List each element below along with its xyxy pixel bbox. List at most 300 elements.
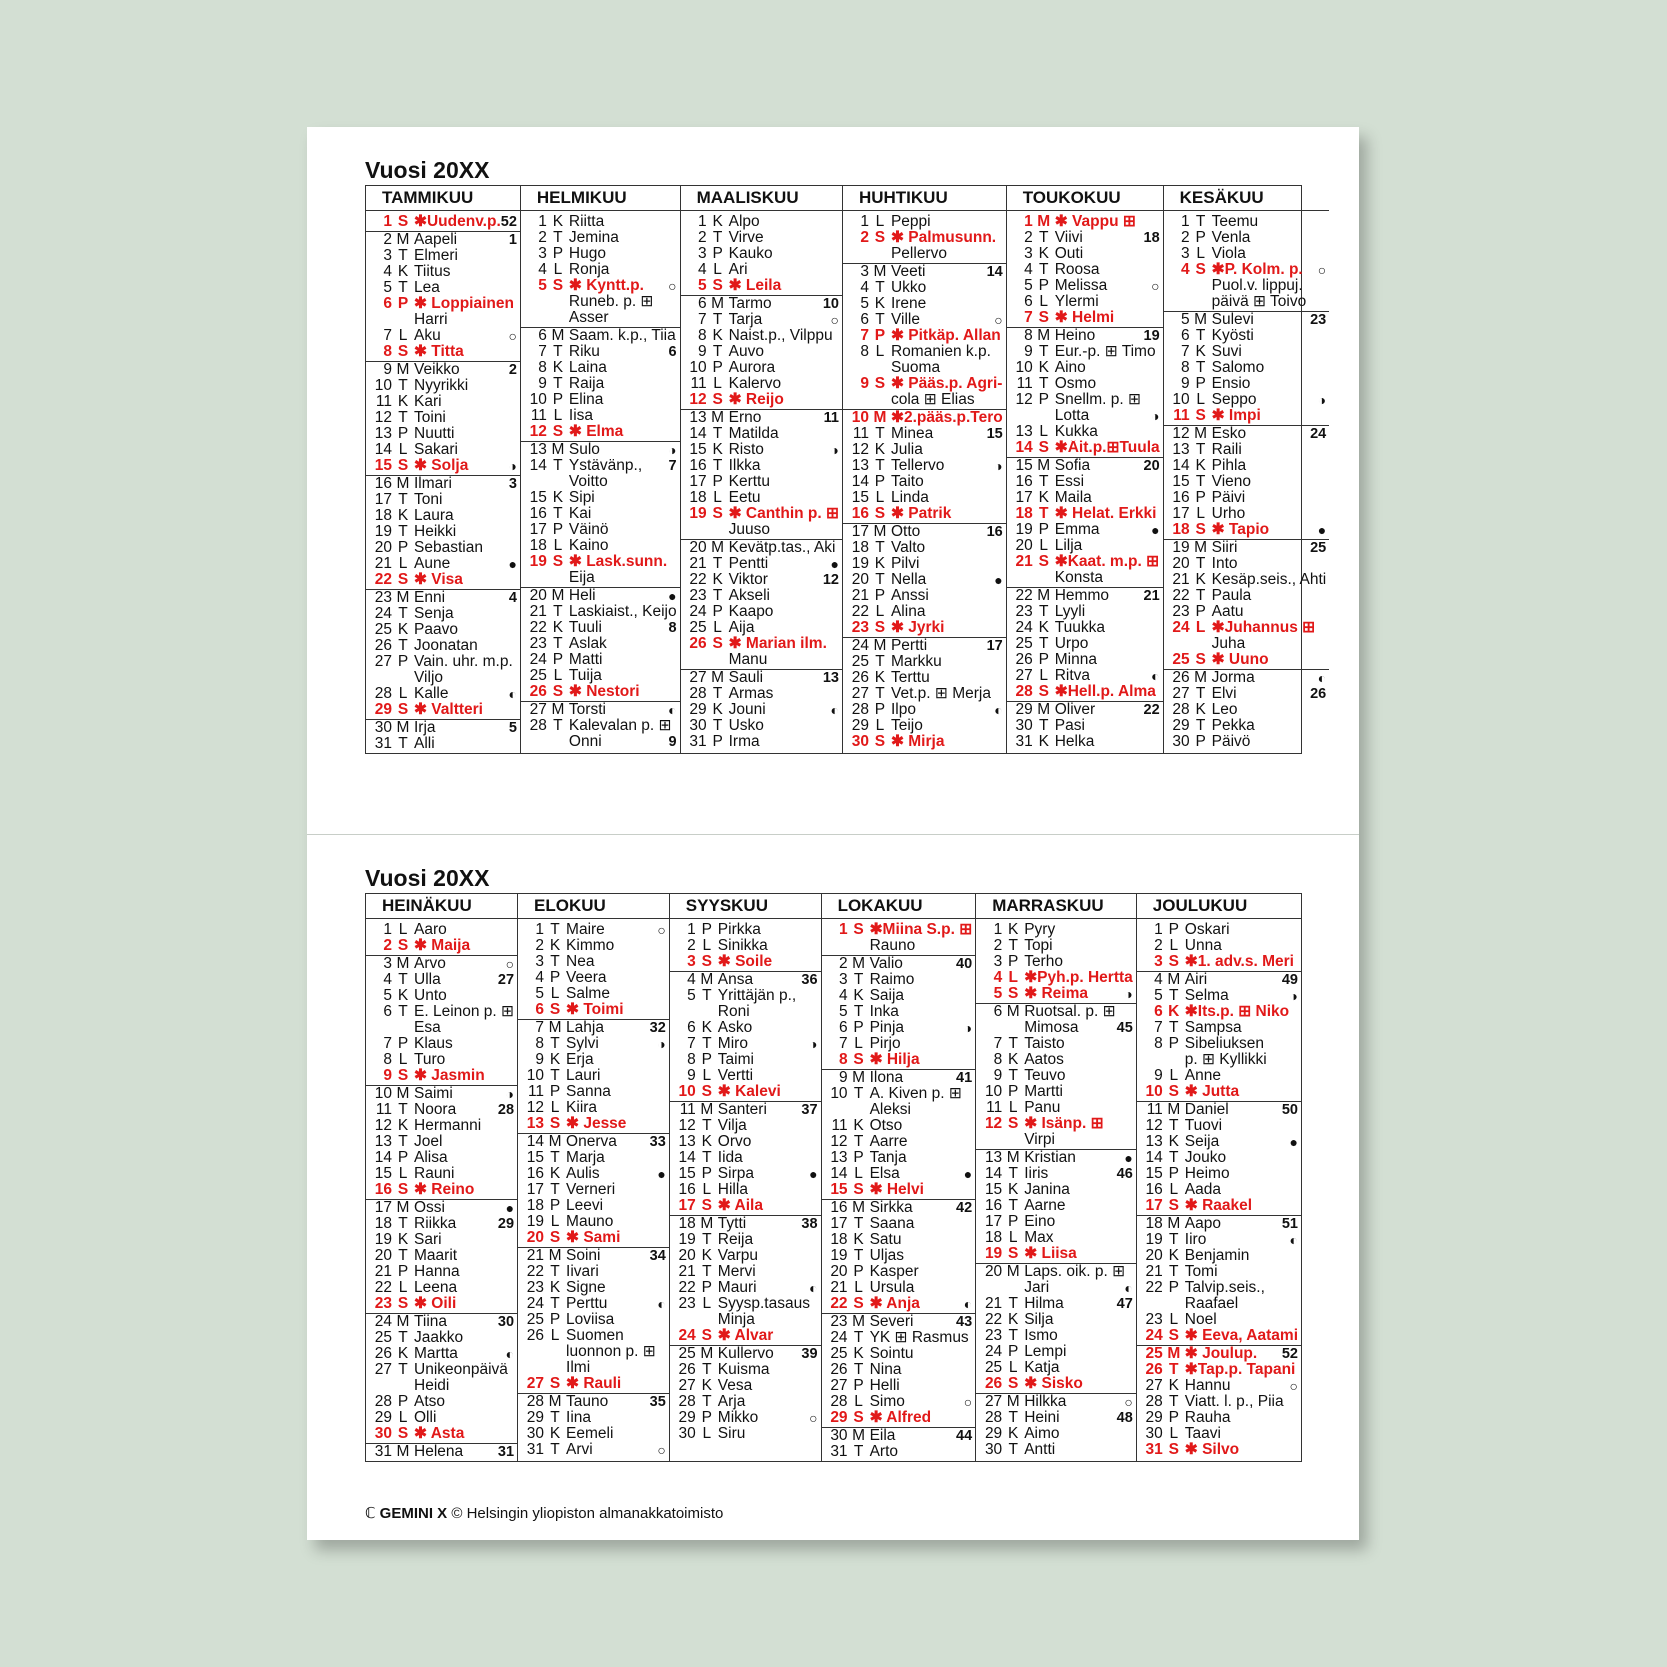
week-block — [1007, 702, 1163, 751]
day-number: 23 — [678, 1295, 696, 1312]
day-row — [822, 1182, 973, 1198]
day-number: 28 — [689, 685, 707, 702]
day-row — [1137, 1232, 1298, 1248]
day-row — [518, 1116, 666, 1132]
day-row — [1137, 1118, 1298, 1134]
week-block — [822, 956, 976, 1070]
weekday-letter: M — [1037, 327, 1051, 344]
day-row — [1164, 588, 1327, 604]
day-number: 18 — [526, 1197, 545, 1214]
month-name: ELOKUU — [518, 894, 669, 919]
day-row — [521, 278, 677, 294]
weekday-letter: P — [397, 295, 409, 312]
weekday-letter: T — [550, 1149, 560, 1166]
weekday-letter: K — [397, 987, 409, 1004]
name-day: Lyyli — [1054, 604, 1086, 620]
day-number: 10 — [851, 409, 869, 426]
name-day: Jemina — [568, 230, 619, 246]
day-row — [681, 328, 839, 344]
day-number: 1 — [1024, 213, 1033, 230]
day-number: 5 — [1024, 277, 1033, 294]
weekday-letter: K — [853, 1345, 864, 1362]
day-number: 21 — [984, 1295, 1003, 1312]
name-day: Essi — [1054, 474, 1085, 490]
day-number: 15 — [830, 1181, 848, 1198]
name-day: Hilkka — [1024, 1394, 1067, 1410]
name-day: Valto — [890, 540, 926, 556]
day-number: 4 — [383, 263, 392, 280]
week-number: 20 — [1143, 458, 1160, 474]
name-day: Ismo — [1024, 1328, 1058, 1344]
day-row — [521, 408, 677, 424]
day-row — [843, 524, 1003, 540]
moon-phase-icon: ○ — [1151, 278, 1160, 294]
day-row — [976, 1004, 1133, 1020]
day-row — [521, 458, 677, 474]
weekday-letter: P — [712, 473, 723, 490]
day-row — [366, 686, 517, 702]
name-day: ✱Tap.p. Tapani — [1184, 1362, 1296, 1378]
name-day: Daniel — [1184, 1102, 1229, 1118]
weekday-letter: P — [397, 1149, 409, 1166]
day-row — [1007, 570, 1160, 586]
name-day: Paavo — [414, 622, 458, 638]
weekday-letter: T — [398, 1329, 408, 1346]
day-row — [1007, 684, 1160, 700]
day-number: 1 — [697, 213, 707, 230]
name-day: Hugo — [568, 246, 606, 262]
moon-phase-icon: ○ — [1124, 1394, 1133, 1410]
day-row — [976, 922, 1133, 938]
day-row — [843, 360, 1003, 376]
name-day: Esa — [414, 1020, 441, 1036]
day-row — [976, 954, 1133, 970]
day-number: 11 — [852, 425, 869, 442]
day-number: 22 — [374, 571, 392, 588]
name-day: cola ⊞ Elias — [890, 392, 975, 408]
name-day: Elina — [568, 392, 604, 408]
day-row — [670, 1328, 818, 1344]
day-number: 30 — [984, 1441, 1003, 1458]
weekday-letter: T — [1169, 1361, 1179, 1378]
month-column — [366, 186, 520, 753]
week-number: 15 — [986, 426, 1003, 442]
weekday-letter: T — [1039, 603, 1049, 620]
weekday-letter: L — [875, 343, 885, 360]
day-row — [1137, 1102, 1298, 1118]
weekday-letter: L — [1195, 619, 1206, 636]
name-day: Aimo — [1024, 1426, 1060, 1442]
day-number: 11 — [1016, 375, 1033, 392]
weekday-letter: T — [702, 1117, 712, 1134]
day-row — [366, 938, 514, 954]
day-row — [1164, 686, 1327, 702]
name-day: Maila — [1054, 490, 1092, 506]
name-day: Kaino — [568, 538, 609, 554]
week-number: 11 — [823, 410, 839, 426]
weekday-letter: S — [552, 423, 564, 440]
name-day: Ville — [890, 312, 920, 328]
day-row — [843, 734, 1003, 750]
weekday-letter: T — [553, 603, 563, 620]
moon-phase-icon: ◐ — [830, 702, 839, 718]
day-row — [670, 1166, 818, 1182]
weekday-letter: K — [1038, 359, 1049, 376]
day-row — [670, 1248, 818, 1264]
month-name: JOULUKUU — [1137, 894, 1301, 919]
months-grid — [365, 185, 1327, 754]
week-block — [670, 1216, 821, 1346]
name-day: ✱ Mirja — [890, 734, 945, 750]
name-day: Aatos — [1024, 1052, 1064, 1068]
weekday-letter: T — [550, 953, 560, 970]
day-number: 30 — [1172, 733, 1190, 750]
day-number: 9 — [383, 1067, 392, 1084]
day-number: 19 — [1145, 1231, 1163, 1248]
day-number: 11 — [527, 1083, 545, 1100]
day-row — [976, 938, 1133, 954]
name-day: Antti — [1024, 1442, 1056, 1458]
week-number: 18 — [1143, 230, 1160, 246]
weekday-letter: M — [396, 955, 410, 972]
day-number: 29 — [678, 1409, 696, 1426]
name-day: ✱ Jutta — [1184, 1084, 1240, 1100]
day-number: 9 — [383, 361, 392, 378]
weekday-letter: M — [396, 1199, 410, 1216]
day-number: 12 — [526, 1099, 545, 1116]
day-number: 21 — [689, 555, 707, 572]
name-day: Hilma — [1024, 1296, 1064, 1312]
day-number: 2 — [538, 229, 547, 246]
day-number: 21 — [830, 1279, 848, 1296]
day-row — [366, 426, 517, 442]
name-day: Kesäp.seis., Ahti — [1211, 572, 1327, 588]
name-day: Aapo — [1184, 1216, 1221, 1232]
weekday-letter: M — [1194, 669, 1208, 686]
weekday-letter: S — [552, 553, 564, 570]
weekday-letter: T — [1008, 1295, 1018, 1312]
name-day: ✱ Valtteri — [414, 702, 483, 718]
week-block — [1164, 312, 1330, 426]
weekday-letter: P — [552, 521, 564, 538]
day-row — [521, 310, 677, 326]
name-day: Satu — [869, 1232, 902, 1248]
day-row — [843, 506, 1003, 522]
week-block — [670, 922, 821, 972]
name-day: Asser — [568, 310, 609, 326]
day-number: 27 — [678, 1377, 696, 1394]
weekday-letter: T — [853, 1003, 864, 1020]
name-day: Senja — [414, 606, 454, 622]
day-row — [681, 702, 839, 718]
moon-phase-icon: ○ — [830, 312, 839, 328]
day-row — [1137, 988, 1298, 1004]
day-number: 18 — [830, 1231, 848, 1248]
day-number: 25 — [374, 621, 392, 638]
day-number: 12 — [1145, 1117, 1163, 1134]
weekday-letter: K — [397, 1231, 409, 1248]
weekday-letter: S — [874, 505, 886, 522]
name-day: ✱ Oili — [414, 1296, 457, 1312]
day-row — [1137, 1182, 1298, 1198]
name-day: Eemeli — [566, 1426, 614, 1442]
name-day: Selma — [1184, 988, 1229, 1004]
day-row — [518, 1328, 666, 1344]
day-row — [843, 392, 1003, 408]
weekday-letter: T — [1169, 1149, 1179, 1166]
day-row — [521, 554, 677, 570]
weekday-letter: P — [549, 1083, 561, 1100]
name-day: Pentti — [728, 556, 769, 572]
name-day: Saam. k.p., Tiia — [568, 328, 676, 344]
day-number: 6 — [1154, 1003, 1163, 1020]
weekday-letter: P — [1168, 1409, 1179, 1426]
day-row — [518, 1036, 666, 1052]
weekday-letter: M — [711, 669, 725, 686]
weekday-letter: T — [398, 1101, 408, 1118]
day-number: 5 — [383, 279, 392, 296]
day-row — [1007, 652, 1160, 668]
week-block — [521, 442, 680, 588]
day-row — [976, 1052, 1133, 1068]
name-day: Kalevalan p. ⊞ — [568, 718, 672, 734]
name-day: Miro — [717, 1036, 748, 1052]
day-number: 6 — [860, 311, 869, 328]
day-number: 24 — [830, 1329, 848, 1346]
day-number: 18 — [851, 539, 869, 556]
weekday-letter: S — [701, 953, 712, 970]
weekday-letter: T — [550, 1263, 560, 1280]
day-number: 21 — [1172, 571, 1190, 588]
weekday-letter: P — [853, 1019, 864, 1036]
week-number: 41 — [956, 1070, 973, 1086]
weekday-letter: L — [854, 1279, 863, 1296]
weekday-letter: T — [550, 1409, 560, 1426]
day-number: 19 — [984, 1245, 1003, 1262]
moon-phase-icon: ○ — [505, 956, 515, 972]
name-day: ✱ Soile — [717, 954, 773, 970]
weekday-letter: L — [1039, 537, 1049, 554]
weekday-letter: P — [712, 245, 723, 262]
week-number: 31 — [497, 1444, 515, 1460]
moon-phase-icon: ◑ — [508, 458, 517, 474]
name-day: Tarja — [728, 312, 763, 328]
weekday-letter: T — [553, 375, 563, 392]
day-row — [670, 1118, 818, 1134]
day-number: 8 — [697, 327, 707, 344]
name-day: Runeb. p. ⊞ — [568, 294, 654, 310]
name-day: Saana — [869, 1216, 915, 1232]
name-day: Sanna — [566, 1084, 611, 1100]
name-day: Tanja — [869, 1150, 907, 1166]
name-day: Nuutti — [414, 426, 455, 442]
week-block — [822, 1200, 976, 1314]
name-day: Roni — [717, 1004, 750, 1020]
weekday-letter: T — [1039, 505, 1049, 522]
day-row — [518, 1198, 666, 1214]
name-day: ✱ Alfred — [869, 1410, 932, 1426]
weekday-letter: T — [1039, 261, 1049, 278]
name-day: Ari — [728, 262, 748, 278]
day-number: 10 — [1145, 1083, 1163, 1100]
day-row — [822, 1200, 973, 1216]
name-day: ✱P. Kolm. p. — [1211, 262, 1303, 278]
day-number: 26 — [529, 683, 547, 700]
day-row — [521, 442, 677, 458]
name-day: Sauli — [728, 670, 764, 686]
day-row — [1164, 458, 1327, 474]
name-day: Vesa — [717, 1378, 753, 1394]
weekday-letter: T — [1169, 1263, 1179, 1280]
name-day: Martti — [1024, 1084, 1063, 1100]
day-number: 3 — [1181, 245, 1190, 262]
name-day: Raafael — [1184, 1296, 1239, 1312]
name-day: Soini — [566, 1248, 601, 1264]
moon-phase-icon: ◐ — [1317, 670, 1327, 686]
day-row — [366, 296, 517, 312]
name-day: Sampsa — [1184, 1020, 1242, 1036]
weekday-letter: L — [702, 1181, 712, 1198]
name-day: Silja — [1024, 1312, 1054, 1328]
name-day: Kimmo — [566, 938, 615, 954]
day-number: 30 — [526, 1425, 545, 1442]
weekday-letter: L — [713, 489, 722, 506]
day-row — [521, 604, 677, 620]
day-row — [1164, 246, 1327, 262]
week-block — [822, 1070, 976, 1200]
day-number: 8 — [1181, 359, 1190, 376]
weekday-letter: S — [712, 505, 723, 522]
day-number: 21 — [374, 1263, 392, 1280]
day-row — [670, 1394, 818, 1410]
name-day: Kyösti — [1211, 328, 1254, 344]
day-row — [521, 718, 677, 734]
weekday-letter: L — [398, 921, 408, 938]
week-block — [366, 1086, 517, 1200]
week-number: 52 — [1281, 1346, 1298, 1362]
day-row — [670, 1084, 818, 1100]
moon-phase-icon: ◐ — [1289, 1232, 1298, 1248]
week-number: 24 — [1310, 426, 1327, 442]
day-number: 20 — [1145, 1247, 1163, 1264]
day-row — [366, 1134, 514, 1150]
day-row — [681, 296, 839, 312]
day-row — [521, 262, 677, 278]
weekday-letter: S — [549, 1229, 561, 1246]
name-day: Asko — [717, 1020, 753, 1036]
name-day: ✱ Marian ilm. — [728, 636, 827, 652]
day-number: 13 — [984, 1149, 1003, 1166]
name-day: ✱ Solja — [414, 458, 469, 474]
weekday-letter: T — [1169, 1019, 1179, 1036]
day-row — [366, 1330, 514, 1346]
weekday-letter: P — [1008, 953, 1019, 970]
day-row — [976, 1312, 1133, 1328]
weekday-letter: M — [1037, 587, 1051, 604]
fold-line — [307, 834, 1359, 835]
day-row — [976, 1020, 1133, 1036]
weekday-letter: L — [553, 537, 563, 554]
name-day: Syysp.tasaus — [717, 1296, 810, 1312]
day-row — [366, 556, 517, 572]
day-number: 11 — [530, 407, 547, 424]
weekday-letter: L — [398, 555, 408, 572]
name-day: Armas — [728, 686, 774, 702]
day-number: 17 — [1015, 489, 1033, 506]
day-row — [518, 1394, 666, 1410]
day-row — [1164, 376, 1327, 392]
name-day: Maarit — [414, 1248, 458, 1264]
name-day: Kukka — [1054, 424, 1098, 440]
day-row — [366, 442, 517, 458]
day-row — [1137, 1410, 1298, 1426]
day-row — [521, 246, 677, 262]
moon-phase-icon: ◑ — [668, 442, 677, 458]
day-row — [681, 572, 839, 588]
day-number: 10 — [1015, 359, 1033, 376]
day-row — [1007, 328, 1160, 344]
name-day: Ilpo — [890, 702, 916, 718]
weekday-letter: M — [396, 1085, 410, 1102]
name-day: Hemmo — [1054, 588, 1109, 604]
weekday-letter: L — [553, 261, 563, 278]
week-number: 19 — [1143, 328, 1160, 344]
name-day: Ilmi — [566, 1360, 591, 1376]
weekday-letter: T — [875, 457, 885, 474]
day-number: 12 — [678, 1117, 696, 1134]
day-row — [366, 1036, 514, 1052]
day-number: 11 — [679, 1101, 696, 1118]
day-row — [1164, 278, 1327, 294]
day-row — [366, 972, 514, 988]
name-day: Peppi — [890, 214, 931, 230]
weekday-letter: T — [398, 377, 408, 394]
name-day: Yrittäjän p., — [717, 988, 797, 1004]
day-number: 25 — [1172, 651, 1190, 668]
weekday-letter: P — [701, 1279, 712, 1296]
day-row — [521, 620, 677, 636]
day-number: 22 — [851, 603, 869, 620]
name-day: päivä ⊞ Toivo — [1211, 294, 1307, 310]
weekday-letter: K — [397, 1117, 409, 1134]
weekday-letter: P — [1168, 921, 1179, 938]
copyright: © Helsingin yliopiston almanakkatoimisto — [451, 1505, 724, 1522]
day-row — [366, 638, 517, 654]
day-row — [976, 1410, 1133, 1426]
day-row — [670, 922, 818, 938]
day-row — [518, 1150, 666, 1166]
day-row — [976, 1198, 1133, 1214]
day-number: 30 — [678, 1425, 696, 1442]
day-row — [1007, 278, 1160, 294]
day-row — [1137, 1394, 1298, 1410]
name-day: Terttu — [890, 670, 930, 686]
weekday-letter: P — [1195, 229, 1206, 246]
moon-phase-icon: ◐ — [668, 702, 677, 718]
day-row — [521, 230, 677, 246]
weekday-letter: K — [712, 701, 723, 718]
name-day: Ilona — [869, 1070, 904, 1086]
week-number: 21 — [1143, 588, 1160, 604]
day-row — [1007, 230, 1160, 246]
day-number: 23 — [984, 1327, 1003, 1344]
day-number: 12 — [1172, 425, 1190, 442]
day-row — [1007, 360, 1160, 376]
month-name: TAMMIKUU — [366, 186, 520, 211]
name-day: Kullervo — [717, 1346, 774, 1362]
week-block — [1137, 922, 1301, 972]
name-day: ✱2.pääs.p.Tero — [890, 410, 1003, 426]
